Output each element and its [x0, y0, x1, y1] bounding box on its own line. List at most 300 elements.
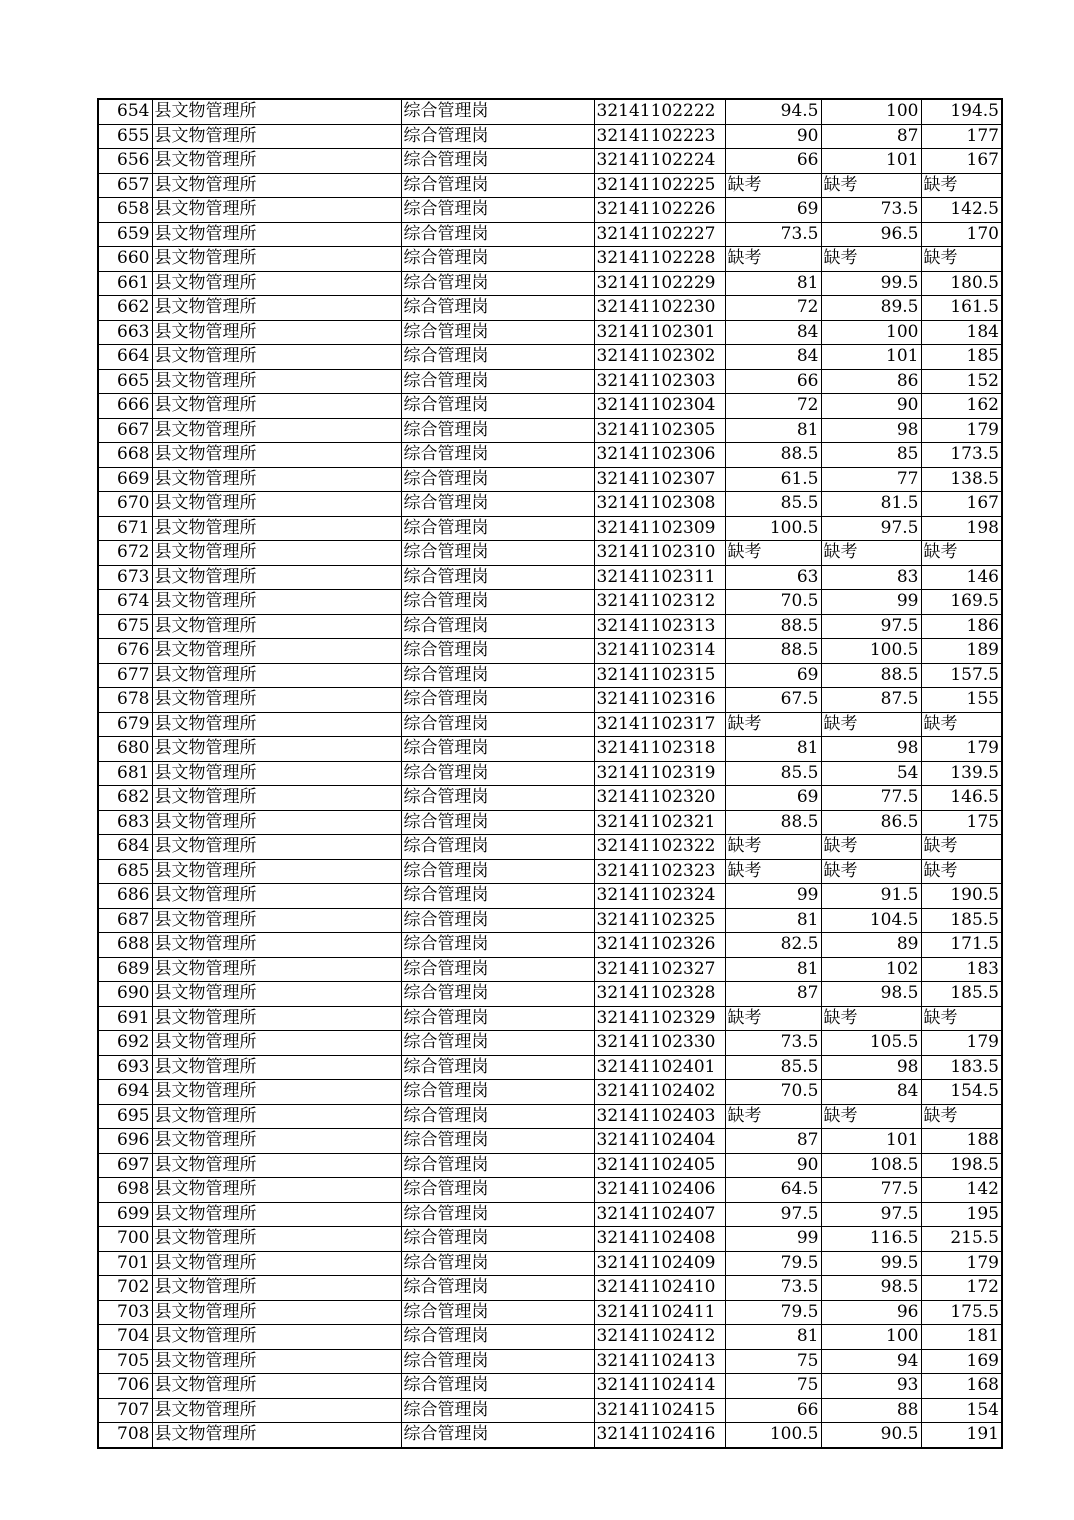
exam-id-cell: 32141102301: [594, 320, 725, 345]
table-row: [98, 1129, 1002, 1154]
score1-cell: 90: [725, 1153, 821, 1178]
table-row: [98, 786, 1002, 811]
unit-name-cell: 县文物管理所: [152, 1202, 401, 1227]
position-cell: 综合管理岗: [401, 859, 594, 884]
total-score-cell: 142: [921, 1178, 1002, 1203]
total-score-cell: 146.5: [921, 786, 1002, 811]
row-number-cell: 686: [98, 884, 152, 909]
exam-id-cell: 32141102306: [594, 443, 725, 468]
total-score-cell: 175: [921, 810, 1002, 835]
score1-cell: 63: [725, 565, 821, 590]
score-table: [97, 98, 1003, 1449]
row-number-cell: 657: [98, 173, 152, 198]
exam-id-cell: 32141102406: [594, 1178, 725, 1203]
unit-name-cell: 县文物管理所: [152, 614, 401, 639]
unit-name-cell: 县文物管理所: [152, 369, 401, 394]
row-number-cell: 696: [98, 1129, 152, 1154]
position-cell: 综合管理岗: [401, 737, 594, 762]
score1-cell: 75: [725, 1349, 821, 1374]
total-score-cell: 191: [921, 1423, 1002, 1448]
total-score-cell: 161.5: [921, 296, 1002, 321]
score1-cell: 79.5: [725, 1251, 821, 1276]
position-cell: 综合管理岗: [401, 1398, 594, 1423]
score1-cell: 61.5: [725, 467, 821, 492]
total-score-cell: 184: [921, 320, 1002, 345]
unit-name-cell: 县文物管理所: [152, 124, 401, 149]
row-number-cell: 662: [98, 296, 152, 321]
total-score-cell: 139.5: [921, 761, 1002, 786]
table-row: [98, 1055, 1002, 1080]
exam-id-cell: 32141102404: [594, 1129, 725, 1154]
unit-name-cell: 县文物管理所: [152, 933, 401, 958]
position-cell: 综合管理岗: [401, 443, 594, 468]
score1-cell: 81: [725, 908, 821, 933]
exam-id-cell: 32141102414: [594, 1374, 725, 1399]
table-row: [98, 688, 1002, 713]
exam-id-cell: 32141102322: [594, 835, 725, 860]
table-row: [98, 418, 1002, 443]
row-number-cell: 680: [98, 737, 152, 762]
score1-cell: 85.5: [725, 761, 821, 786]
row-number-cell: 663: [98, 320, 152, 345]
row-number-cell: 655: [98, 124, 152, 149]
total-score-cell: 167: [921, 492, 1002, 517]
row-number-cell: 681: [98, 761, 152, 786]
score2-cell: 96.5: [821, 222, 921, 247]
exam-id-cell: 32141102407: [594, 1202, 725, 1227]
row-number-cell: 668: [98, 443, 152, 468]
score1-cell: 缺考: [725, 1006, 821, 1031]
row-number-cell: 685: [98, 859, 152, 884]
table-row: [98, 222, 1002, 247]
exam-id-cell: 32141102412: [594, 1325, 725, 1350]
score2-cell: 100: [821, 1325, 921, 1350]
unit-name-cell: 县文物管理所: [152, 859, 401, 884]
position-cell: 综合管理岗: [401, 394, 594, 419]
total-score-cell: 181: [921, 1325, 1002, 1350]
exam-id-cell: 32141102324: [594, 884, 725, 909]
row-number-cell: 667: [98, 418, 152, 443]
score2-cell: 缺考: [821, 859, 921, 884]
unit-name-cell: 县文物管理所: [152, 1031, 401, 1056]
exam-id-cell: 32141102330: [594, 1031, 725, 1056]
position-cell: 综合管理岗: [401, 1300, 594, 1325]
score1-cell: 100.5: [725, 1423, 821, 1448]
score1-cell: 73.5: [725, 1276, 821, 1301]
row-number-cell: 670: [98, 492, 152, 517]
row-number-cell: 675: [98, 614, 152, 639]
position-cell: 综合管理岗: [401, 1080, 594, 1105]
score2-cell: 77.5: [821, 786, 921, 811]
exam-id-cell: 32141102329: [594, 1006, 725, 1031]
position-cell: 综合管理岗: [401, 1374, 594, 1399]
score1-cell: 84: [725, 320, 821, 345]
row-number-cell: 664: [98, 345, 152, 370]
position-cell: 综合管理岗: [401, 1055, 594, 1080]
total-score-cell: 198.5: [921, 1153, 1002, 1178]
unit-name-cell: 县文物管理所: [152, 1006, 401, 1031]
position-cell: 综合管理岗: [401, 663, 594, 688]
exam-id-cell: 32141102305: [594, 418, 725, 443]
table-row: [98, 1423, 1002, 1448]
table-row: [98, 1104, 1002, 1129]
total-score-cell: 215.5: [921, 1227, 1002, 1252]
exam-id-cell: 32141102325: [594, 908, 725, 933]
row-number-cell: 706: [98, 1374, 152, 1399]
position-cell: 综合管理岗: [401, 467, 594, 492]
score2-cell: 101: [821, 1129, 921, 1154]
table-row: [98, 1202, 1002, 1227]
total-score-cell: 169.5: [921, 590, 1002, 615]
row-number-cell: 672: [98, 541, 152, 566]
position-cell: 综合管理岗: [401, 1202, 594, 1227]
position-cell: 综合管理岗: [401, 688, 594, 713]
score2-cell: 116.5: [821, 1227, 921, 1252]
unit-name-cell: 县文物管理所: [152, 1129, 401, 1154]
total-score-cell: 180.5: [921, 271, 1002, 296]
total-score-cell: 179: [921, 1251, 1002, 1276]
table-row: [98, 933, 1002, 958]
unit-name-cell: 县文物管理所: [152, 1374, 401, 1399]
row-number-cell: 692: [98, 1031, 152, 1056]
total-score-cell: 189: [921, 639, 1002, 664]
row-number-cell: 691: [98, 1006, 152, 1031]
score1-cell: 88.5: [725, 443, 821, 468]
score1-cell: 66: [725, 149, 821, 174]
position-cell: 综合管理岗: [401, 222, 594, 247]
position-cell: 综合管理岗: [401, 99, 594, 124]
total-score-cell: 缺考: [921, 1006, 1002, 1031]
exam-id-cell: 32141102310: [594, 541, 725, 566]
row-number-cell: 689: [98, 957, 152, 982]
table-row: [98, 1276, 1002, 1301]
position-cell: 综合管理岗: [401, 369, 594, 394]
position-cell: 综合管理岗: [401, 1031, 594, 1056]
score2-cell: 101: [821, 149, 921, 174]
row-number-cell: 683: [98, 810, 152, 835]
score2-cell: 90: [821, 394, 921, 419]
score1-cell: 缺考: [725, 835, 821, 860]
exam-id-cell: 32141102225: [594, 173, 725, 198]
position-cell: 综合管理岗: [401, 418, 594, 443]
table-row: [98, 712, 1002, 737]
unit-name-cell: 县文物管理所: [152, 516, 401, 541]
position-cell: 综合管理岗: [401, 884, 594, 909]
unit-name-cell: 县文物管理所: [152, 810, 401, 835]
total-score-cell: 缺考: [921, 173, 1002, 198]
score2-cell: 98.5: [821, 1276, 921, 1301]
score1-cell: 81: [725, 1325, 821, 1350]
score2-cell: 86: [821, 369, 921, 394]
unit-name-cell: 县文物管理所: [152, 982, 401, 1007]
table-row: [98, 173, 1002, 198]
exam-id-cell: 32141102223: [594, 124, 725, 149]
table-row: [98, 492, 1002, 517]
score1-cell: 81: [725, 418, 821, 443]
score1-cell: 88.5: [725, 810, 821, 835]
exam-id-cell: 32141102227: [594, 222, 725, 247]
table-row: [98, 296, 1002, 321]
row-number-cell: 678: [98, 688, 152, 713]
table-row: [98, 565, 1002, 590]
position-cell: 综合管理岗: [401, 786, 594, 811]
total-score-cell: 缺考: [921, 1104, 1002, 1129]
score2-cell: 98: [821, 1055, 921, 1080]
exam-id-cell: 32141102317: [594, 712, 725, 737]
table-row: [98, 908, 1002, 933]
exam-id-cell: 32141102408: [594, 1227, 725, 1252]
score1-cell: 85.5: [725, 1055, 821, 1080]
row-number-cell: 693: [98, 1055, 152, 1080]
score1-cell: 70.5: [725, 1080, 821, 1105]
score2-cell: 105.5: [821, 1031, 921, 1056]
row-number-cell: 661: [98, 271, 152, 296]
score1-cell: 缺考: [725, 541, 821, 566]
unit-name-cell: 县文物管理所: [152, 1398, 401, 1423]
table-row: [98, 247, 1002, 272]
unit-name-cell: 县文物管理所: [152, 467, 401, 492]
row-number-cell: 697: [98, 1153, 152, 1178]
row-number-cell: 674: [98, 590, 152, 615]
exam-id-cell: 32141102230: [594, 296, 725, 321]
score2-cell: 81.5: [821, 492, 921, 517]
score1-cell: 81: [725, 737, 821, 762]
total-score-cell: 198: [921, 516, 1002, 541]
score1-cell: 87: [725, 1129, 821, 1154]
exam-id-cell: 32141102222: [594, 99, 725, 124]
position-cell: 综合管理岗: [401, 492, 594, 517]
table-row: [98, 320, 1002, 345]
exam-id-cell: 32141102326: [594, 933, 725, 958]
table-row: [98, 590, 1002, 615]
total-score-cell: 157.5: [921, 663, 1002, 688]
score2-cell: 99.5: [821, 1251, 921, 1276]
position-cell: 综合管理岗: [401, 1129, 594, 1154]
position-cell: 综合管理岗: [401, 1178, 594, 1203]
position-cell: 综合管理岗: [401, 933, 594, 958]
total-score-cell: 167: [921, 149, 1002, 174]
exam-id-cell: 32141102304: [594, 394, 725, 419]
score2-cell: 缺考: [821, 1006, 921, 1031]
exam-id-cell: 32141102228: [594, 247, 725, 272]
table-row: [98, 810, 1002, 835]
table-row: [98, 761, 1002, 786]
table-row: [98, 737, 1002, 762]
position-cell: 综合管理岗: [401, 957, 594, 982]
position-cell: 综合管理岗: [401, 1276, 594, 1301]
exam-id-cell: 32141102307: [594, 467, 725, 492]
exam-id-cell: 32141102405: [594, 1153, 725, 1178]
table-row: [98, 982, 1002, 1007]
score2-cell: 93: [821, 1374, 921, 1399]
total-score-cell: 188: [921, 1129, 1002, 1154]
position-cell: 综合管理岗: [401, 1153, 594, 1178]
row-number-cell: 656: [98, 149, 152, 174]
position-cell: 综合管理岗: [401, 982, 594, 1007]
position-cell: 综合管理岗: [401, 1349, 594, 1374]
row-number-cell: 658: [98, 198, 152, 223]
score1-cell: 64.5: [725, 1178, 821, 1203]
score2-cell: 101: [821, 345, 921, 370]
exam-id-cell: 32141102416: [594, 1423, 725, 1448]
unit-name-cell: 县文物管理所: [152, 737, 401, 762]
score2-cell: 87: [821, 124, 921, 149]
table-row: [98, 1398, 1002, 1423]
total-score-cell: 152: [921, 369, 1002, 394]
position-cell: 综合管理岗: [401, 247, 594, 272]
unit-name-cell: 县文物管理所: [152, 198, 401, 223]
exam-id-cell: 32141102313: [594, 614, 725, 639]
score1-cell: 67.5: [725, 688, 821, 713]
score2-cell: 85: [821, 443, 921, 468]
score2-cell: 缺考: [821, 541, 921, 566]
table-row: [98, 859, 1002, 884]
score2-cell: 97.5: [821, 1202, 921, 1227]
unit-name-cell: 县文物管理所: [152, 761, 401, 786]
table-row: [98, 1153, 1002, 1178]
position-cell: 综合管理岗: [401, 565, 594, 590]
position-cell: 综合管理岗: [401, 516, 594, 541]
row-number-cell: 671: [98, 516, 152, 541]
unit-name-cell: 县文物管理所: [152, 541, 401, 566]
row-number-cell: 669: [98, 467, 152, 492]
unit-name-cell: 县文物管理所: [152, 418, 401, 443]
exam-id-cell: 32141102402: [594, 1080, 725, 1105]
exam-id-cell: 32141102320: [594, 786, 725, 811]
unit-name-cell: 县文物管理所: [152, 957, 401, 982]
unit-name-cell: 县文物管理所: [152, 688, 401, 713]
score1-cell: 79.5: [725, 1300, 821, 1325]
row-number-cell: 700: [98, 1227, 152, 1252]
score2-cell: 84: [821, 1080, 921, 1105]
unit-name-cell: 县文物管理所: [152, 712, 401, 737]
row-number-cell: 659: [98, 222, 152, 247]
position-cell: 综合管理岗: [401, 1006, 594, 1031]
exam-id-cell: 32141102229: [594, 271, 725, 296]
total-score-cell: 183.5: [921, 1055, 1002, 1080]
row-number-cell: 676: [98, 639, 152, 664]
score1-cell: 66: [725, 369, 821, 394]
unit-name-cell: 县文物管理所: [152, 786, 401, 811]
unit-name-cell: 县文物管理所: [152, 1300, 401, 1325]
table-row: [98, 467, 1002, 492]
total-score-cell: 154.5: [921, 1080, 1002, 1105]
unit-name-cell: 县文物管理所: [152, 173, 401, 198]
table-row: [98, 394, 1002, 419]
table-row: [98, 639, 1002, 664]
score1-cell: 85.5: [725, 492, 821, 517]
exam-id-cell: 32141102309: [594, 516, 725, 541]
score1-cell: 缺考: [725, 712, 821, 737]
position-cell: 综合管理岗: [401, 296, 594, 321]
position-cell: 综合管理岗: [401, 198, 594, 223]
table-row: [98, 1006, 1002, 1031]
table-row: [98, 1227, 1002, 1252]
position-cell: 综合管理岗: [401, 590, 594, 615]
score2-cell: 99: [821, 590, 921, 615]
row-number-cell: 694: [98, 1080, 152, 1105]
table-row: [98, 614, 1002, 639]
unit-name-cell: 县文物管理所: [152, 247, 401, 272]
row-number-cell: 688: [98, 933, 152, 958]
score1-cell: 72: [725, 394, 821, 419]
score1-cell: 99: [725, 884, 821, 909]
unit-name-cell: 县文物管理所: [152, 908, 401, 933]
total-score-cell: 168: [921, 1374, 1002, 1399]
row-number-cell: 679: [98, 712, 152, 737]
score1-cell: 82.5: [725, 933, 821, 958]
score2-cell: 88.5: [821, 663, 921, 688]
score2-cell: 83: [821, 565, 921, 590]
row-number-cell: 701: [98, 1251, 152, 1276]
total-score-cell: 185.5: [921, 908, 1002, 933]
score-table-body: [98, 99, 1002, 1448]
total-score-cell: 185: [921, 345, 1002, 370]
table-row: [98, 124, 1002, 149]
unit-name-cell: 县文物管理所: [152, 1080, 401, 1105]
unit-name-cell: 县文物管理所: [152, 443, 401, 468]
exam-id-cell: 32141102328: [594, 982, 725, 1007]
score1-cell: 99: [725, 1227, 821, 1252]
score2-cell: 73.5: [821, 198, 921, 223]
row-number-cell: 699: [98, 1202, 152, 1227]
total-score-cell: 194.5: [921, 99, 1002, 124]
score1-cell: 缺考: [725, 247, 821, 272]
exam-id-cell: 32141102311: [594, 565, 725, 590]
score2-cell: 缺考: [821, 712, 921, 737]
score2-cell: 98: [821, 737, 921, 762]
unit-name-cell: 县文物管理所: [152, 345, 401, 370]
score2-cell: 缺考: [821, 173, 921, 198]
unit-name-cell: 县文物管理所: [152, 492, 401, 517]
exam-id-cell: 32141102401: [594, 1055, 725, 1080]
table-row: [98, 1325, 1002, 1350]
exam-id-cell: 32141102415: [594, 1398, 725, 1423]
exam-id-cell: 32141102315: [594, 663, 725, 688]
total-score-cell: 175.5: [921, 1300, 1002, 1325]
position-cell: 综合管理岗: [401, 614, 594, 639]
unit-name-cell: 县文物管理所: [152, 1178, 401, 1203]
score2-cell: 缺考: [821, 1104, 921, 1129]
unit-name-cell: 县文物管理所: [152, 565, 401, 590]
table-row: [98, 835, 1002, 860]
score1-cell: 84: [725, 345, 821, 370]
table-row: [98, 541, 1002, 566]
total-score-cell: 185.5: [921, 982, 1002, 1007]
score2-cell: 108.5: [821, 1153, 921, 1178]
unit-name-cell: 县文物管理所: [152, 1055, 401, 1080]
row-number-cell: 695: [98, 1104, 152, 1129]
exam-id-cell: 32141102411: [594, 1300, 725, 1325]
total-score-cell: 186: [921, 614, 1002, 639]
total-score-cell: 195: [921, 1202, 1002, 1227]
score2-cell: 100.5: [821, 639, 921, 664]
score1-cell: 69: [725, 198, 821, 223]
unit-name-cell: 县文物管理所: [152, 222, 401, 247]
unit-name-cell: 县文物管理所: [152, 1227, 401, 1252]
score1-cell: 94.5: [725, 99, 821, 124]
table-row: [98, 443, 1002, 468]
unit-name-cell: 县文物管理所: [152, 1423, 401, 1448]
total-score-cell: 183: [921, 957, 1002, 982]
row-number-cell: 654: [98, 99, 152, 124]
score2-cell: 54: [821, 761, 921, 786]
row-number-cell: 684: [98, 835, 152, 860]
total-score-cell: 170: [921, 222, 1002, 247]
exam-id-cell: 32141102308: [594, 492, 725, 517]
score2-cell: 77.5: [821, 1178, 921, 1203]
score1-cell: 缺考: [725, 859, 821, 884]
